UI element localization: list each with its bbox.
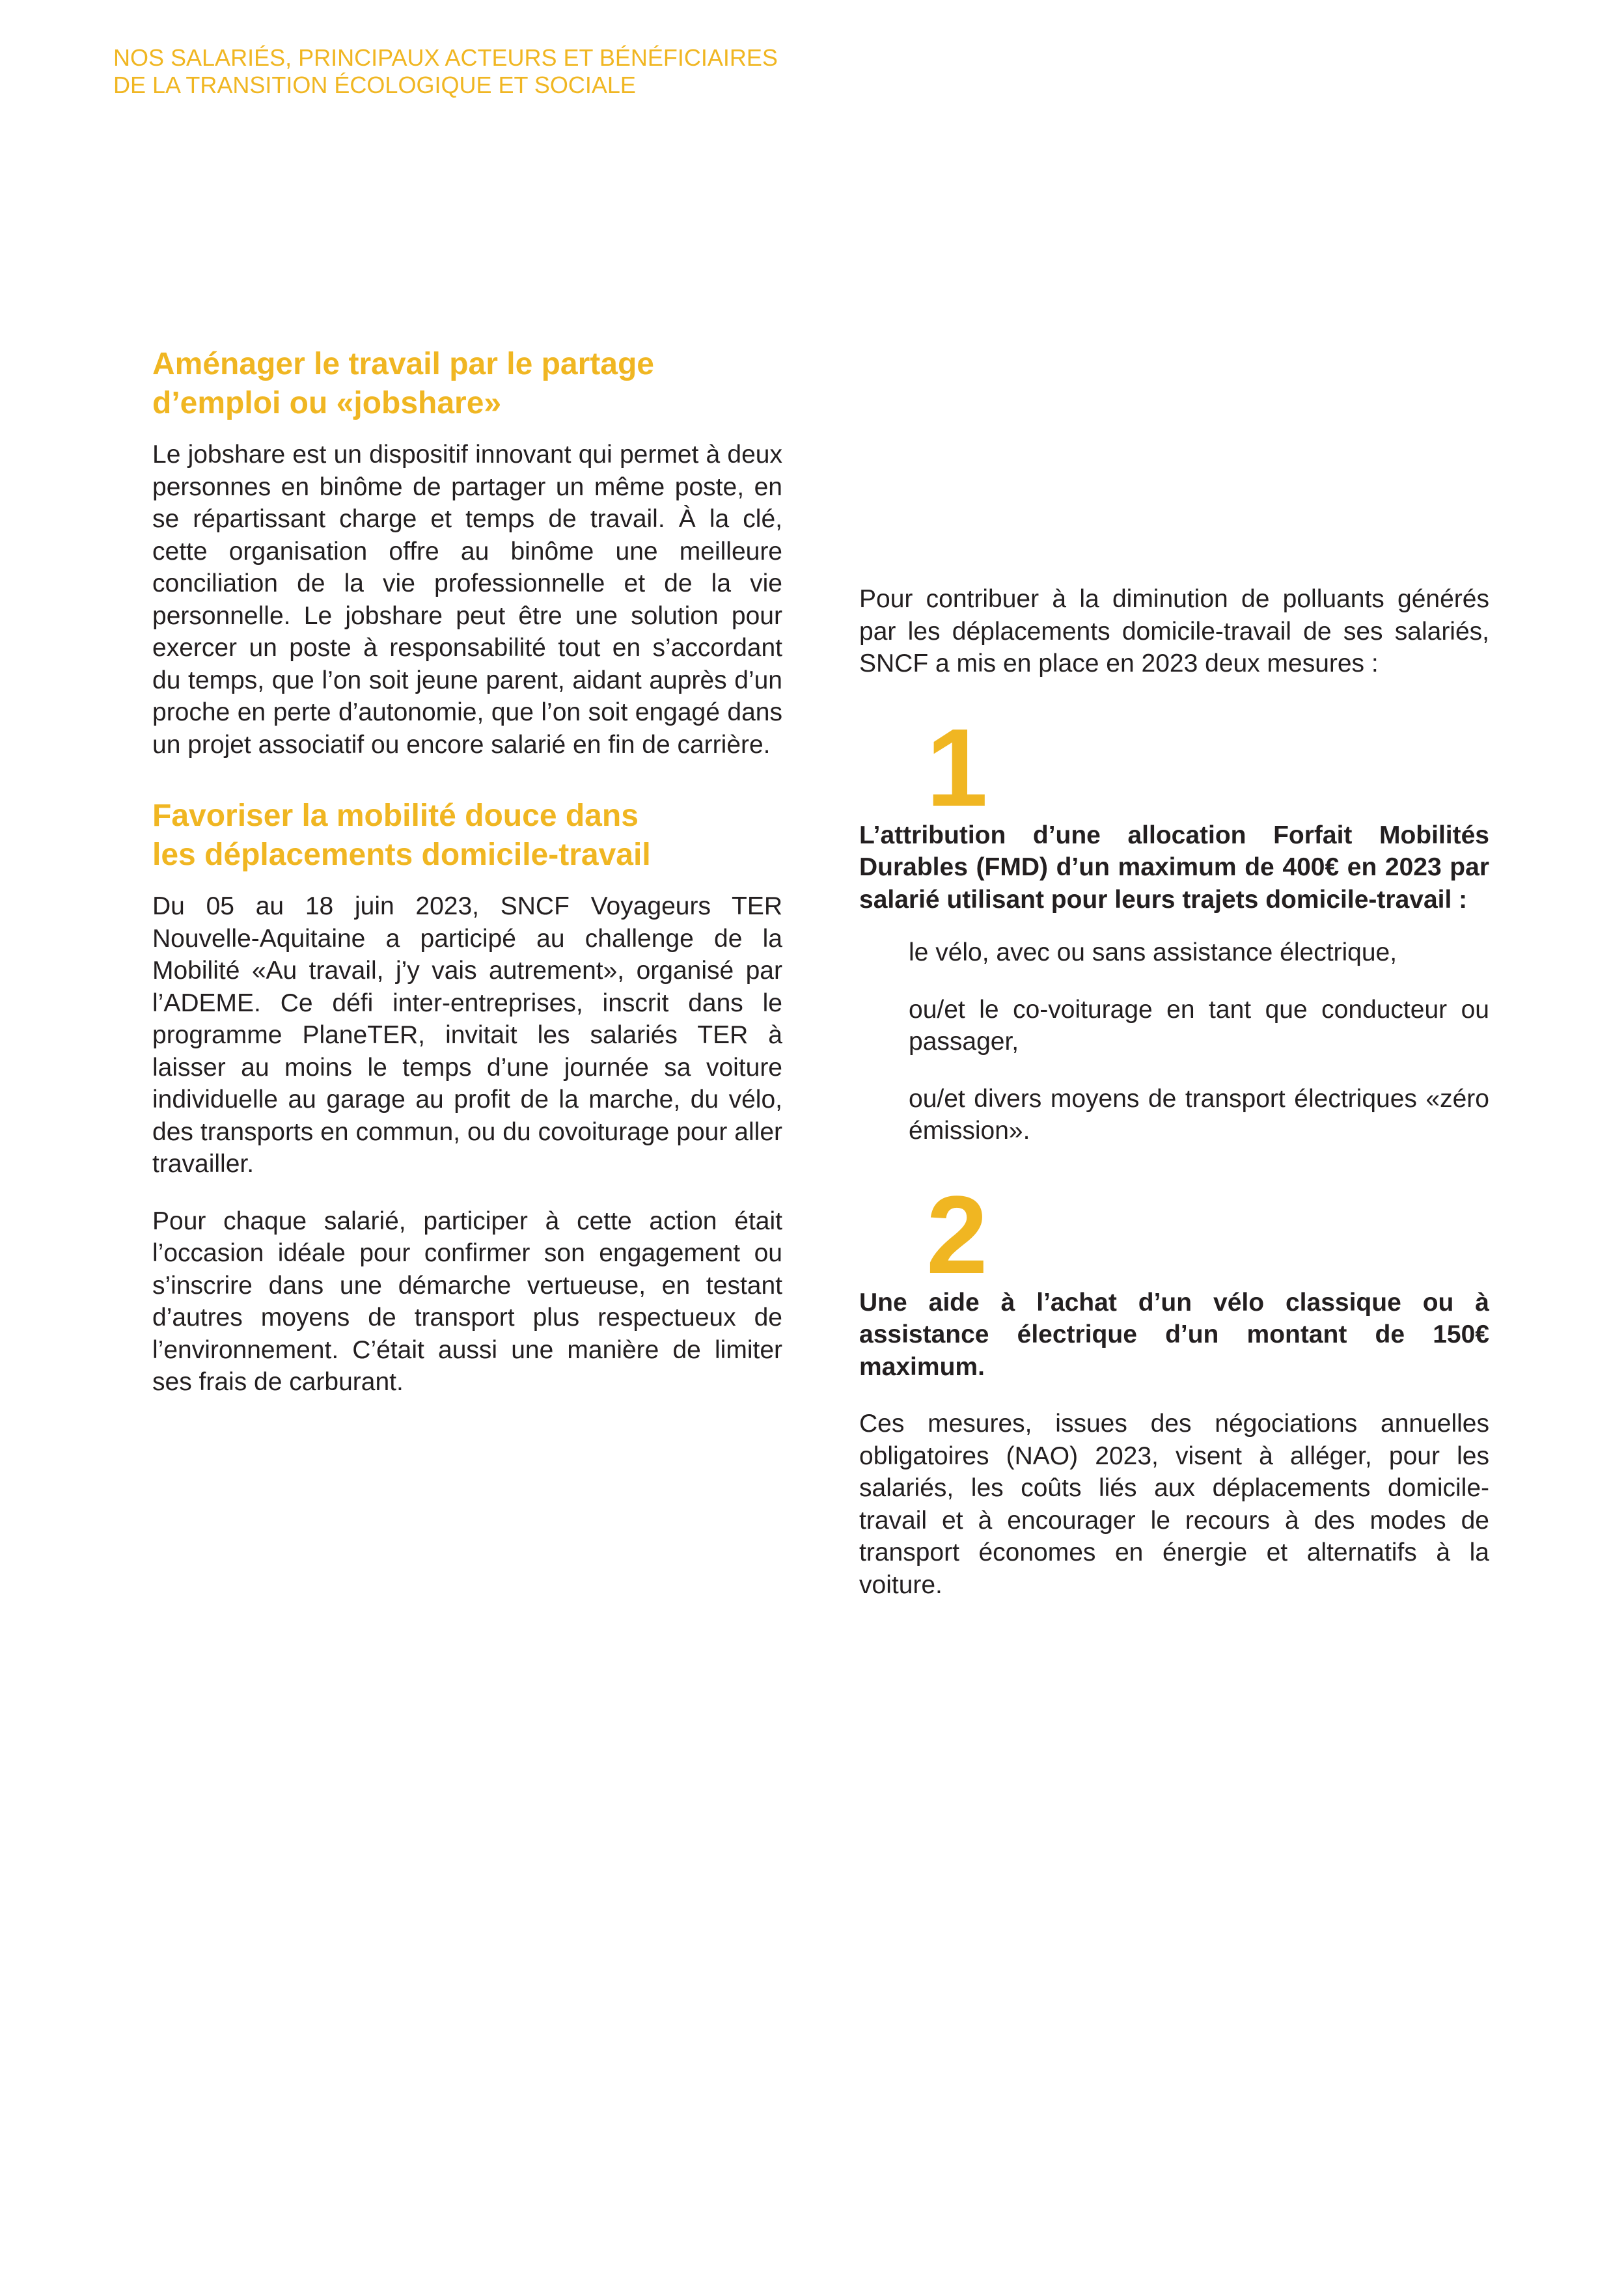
measures-closing: Ces mesures, issues des négociations annuelles obligatoires (NAO) 2023, visent à alléger, pour les salariés, les coûts liés aux déplacements domicile-travail et à encourager le recours à des modes de transport économes en énergie et alternatifs à la voiture.: [859, 1410, 1489, 1599]
measure-1-number: 1: [926, 705, 988, 830]
jobshare-heading-line2: d’emploi ou «jobshare»: [152, 386, 502, 420]
measure-1-list: [859, 936, 1489, 1147]
measure-1-item: ou/et le co-voiturage en tant que conducteur ou passager,: [909, 995, 1489, 1056]
jobshare-heading: [152, 345, 782, 423]
measures-intro: Pour contribuer à la diminution de polluants générés par les déplacements domicile-travail de ses salariés, SNCF a mis en place en 2023 deux mesures :: [859, 585, 1489, 677]
measure-2-number: 2: [926, 1173, 988, 1297]
mobility-heading-line2: les déplacements domicile-travail: [152, 838, 651, 872]
mobility-heading: [152, 797, 782, 875]
jobshare-body: Le jobshare est un dispositif innovant qui permet à deux personnes en binôme de partager un même poste, en se répartissant charge et temps de travail. À la clé, cette organisation offre au binôme une meilleure conciliation de la vie professionnelle et de la vie personnelle. Le jobshare peut être une solution pour exercer un poste à responsabilité tout en s’accordant du temps, que l’on soit jeune parent, aidant auprès d’un proche en perte d’autonomie, que l’on soit engagé dans un projet associatif ou encore salarié en fin de carrière.: [152, 441, 782, 759]
mobility-paragraph-2: Pour chaque salarié, participer à cette action était l’occasion idéale pour confirmer son engagement ou s’inscrire dans une démarche vertueuse, en testant d’autres moyens de transport plus respectueux de l’environnement. C’était aussi une manière de limiter ses frais de carburant.: [152, 1207, 782, 1396]
running-header-line1: NOS SALARIÉS, PRINCIPAUX ACTEURS ET BÉNÉFICIAIRES: [113, 44, 778, 71]
measure-1-lead: L’attribution d’une allocation Forfait Mobilités Durables (FMD) d’un maximum de 400€ en 2023 par salarié utilisant pour leurs trajets domicile-travail :: [859, 821, 1489, 914]
mobility-paragraph-1: Du 05 au 18 juin 2023, SNCF Voyageurs TER Nouvelle-Aquitaine a participé au challenge de la Mobilité «Au travail, j’y vais autrement», organisé par l’ADEME. Ce défi inter-entreprises, inscrit dans le programme PlaneTER, invitait les salariés TER à laisser au moins le temps d’une journée sa voiture individuelle au garage au profit de la marche, du vélo, des transports en commun, ou du covoiturage pour aller travailler.: [152, 892, 782, 1178]
running-header: [113, 44, 778, 99]
measure-1-item: ou/et divers moyens de transport électriques «zéro émission».: [909, 1084, 1489, 1145]
right-column: [859, 583, 1489, 1601]
measure-1-item: le vélo, avec ou sans assistance électrique,: [909, 938, 1397, 966]
mobility-heading-line1: Favoriser la mobilité douce dans: [152, 799, 639, 833]
running-header-line2: DE LA TRANSITION ÉCOLOGIQUE ET SOCIALE: [113, 72, 636, 98]
left-column: [152, 345, 782, 1423]
jobshare-heading-line1: Aménager le travail par le partage: [152, 347, 654, 381]
measure-2-lead: Une aide à l’achat d’un vélo classique ou à assistance électrique d’un montant de 150€ maximum.: [859, 1288, 1489, 1381]
